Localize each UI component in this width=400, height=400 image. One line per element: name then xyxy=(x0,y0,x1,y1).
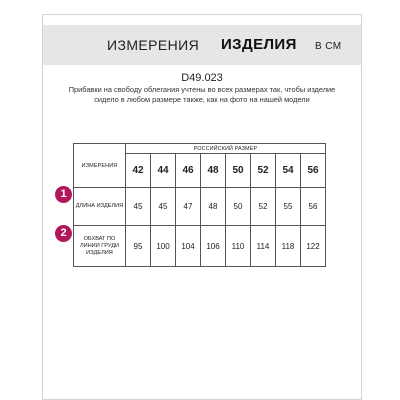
value-cell: 104 xyxy=(176,226,201,267)
size-table xyxy=(73,143,326,267)
size-header-cell: 44 xyxy=(151,154,176,188)
size-header-cell: 54 xyxy=(276,154,301,188)
value-cell: 55 xyxy=(276,188,301,226)
value-cell: 47 xyxy=(176,188,201,226)
measure-header: ИЗМЕРЕНИЯ xyxy=(74,144,126,188)
value-cell: 122 xyxy=(301,226,326,267)
measurement-badge-2: 2 xyxy=(55,225,72,242)
value-cell: 110 xyxy=(226,226,251,267)
row-label-length: ДЛИНА ИЗДЕЛИЯ xyxy=(74,188,126,226)
size-header-cell: 48 xyxy=(201,154,226,188)
value-cell: 106 xyxy=(201,226,226,267)
value-cell: 118 xyxy=(276,226,301,267)
value-cell: 95 xyxy=(126,226,151,267)
title-banner xyxy=(43,25,361,65)
russian-size-header: РОССИЙСКИЙ РАЗМЕР xyxy=(126,144,326,154)
title-unit: В СМ xyxy=(315,41,342,52)
size-header-cell: 46 xyxy=(176,154,201,188)
size-header-cell: 42 xyxy=(126,154,151,188)
table-row xyxy=(74,226,326,267)
value-cell: 45 xyxy=(126,188,151,226)
value-cell: 52 xyxy=(251,188,276,226)
value-cell: 100 xyxy=(151,226,176,267)
value-cell: 114 xyxy=(251,226,276,267)
value-cell: 48 xyxy=(201,188,226,226)
table-header-row xyxy=(74,144,326,154)
value-cell: 56 xyxy=(301,188,326,226)
title-word-measurements: ИЗМЕРЕНИЯ xyxy=(107,37,200,53)
measurement-badge-1: 1 xyxy=(55,186,72,203)
table-row xyxy=(74,188,326,226)
fit-note: Прибавки на свободу облегания учтены во всех размерах так, чтобы изделие сидело в любом размере также, как на фото на нашей модели xyxy=(68,85,336,104)
size-header-cell: 56 xyxy=(301,154,326,188)
size-header-cell: 50 xyxy=(226,154,251,188)
value-cell: 45 xyxy=(151,188,176,226)
title-word-garment: ИЗДЕЛИЯ xyxy=(221,36,297,53)
article-code: D49.023 xyxy=(181,72,223,84)
size-chart-card xyxy=(42,14,362,400)
row-label-chest: ОБХВАТ ПО ЛИНИИ ГРУДИ ИЗДЕЛИЯ xyxy=(74,226,126,267)
value-cell: 50 xyxy=(226,188,251,226)
size-header-cell: 52 xyxy=(251,154,276,188)
